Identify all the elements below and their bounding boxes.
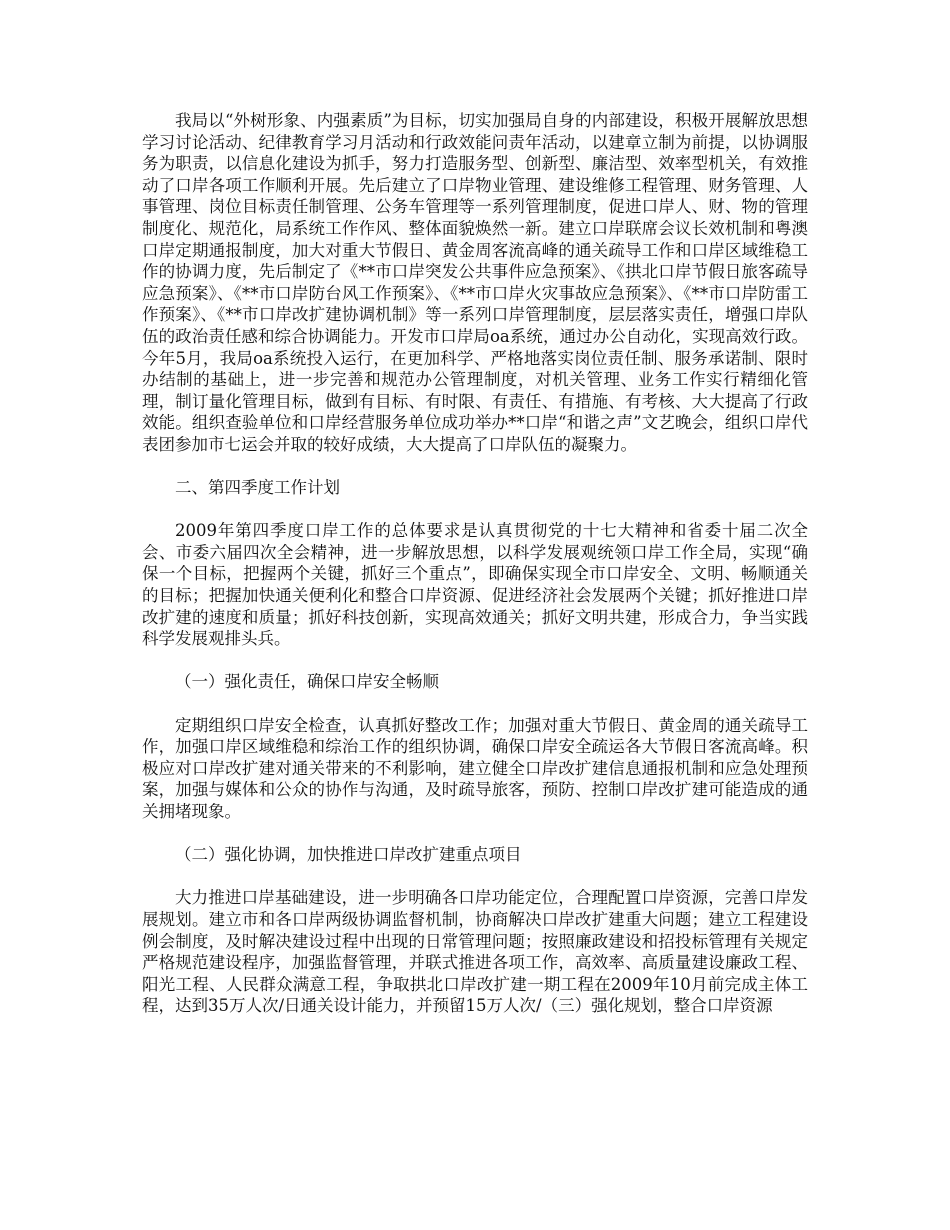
spacer xyxy=(142,866,808,888)
spacer xyxy=(142,456,808,478)
spacer xyxy=(142,499,808,521)
subheading-responsibility: （一）强化责任，确保口岸安全畅顺 xyxy=(175,672,439,692)
paragraph-safety-inspection: 定期组织口岸安全检查，认真抓好整改工作；加强对重大节假日、黄金周的通关疏导工作，加强口岸区域维稳和综治工作的组织协调，确保口岸安全疏运各大节假日客流高峰。积极应对口岸改扩建对通关带来的不利影响，建立健全口岸改扩建信息通报机制和应急处理预案，加强与媒体和公众的协作与沟通，及时疏导旅客，预防、控制口岸改扩建可能造成的通关拥堵现象。 xyxy=(142,715,808,821)
spacer xyxy=(142,650,808,672)
paragraph-infrastructure: 大力推进口岸基础建设，进一步明确各口岸功能定位，合理配置口岸资源，完善口岸发展规划。建立市和各口岸两级协调监督机制，协商解决口岸改扩建重大问题；建立工程建设例会制度，及时解决建设过程中出现的日常管理问题；按照廉政建设和招投标管理有关规定严格规范建设程序，加强监督管理，并联式推进各项工作，高效率、高质量建设廉政工程、阳光工程、人民群众满意工程，争取拱北口岸改扩建一期工程在2009年10月前完成主体工程，达到35万人次/日通关设计能力，并预留15万人次/（三）强化规划，整合口岸资源 xyxy=(142,888,808,1016)
document-body xyxy=(142,110,808,1017)
subheading-coordination: （二）强化协调，加快推进口岸改扩建重点项目 xyxy=(175,845,522,865)
spacer xyxy=(142,823,808,845)
paragraph-internal-construction: 我局以“外树形象、内强素质”为目标，切实加强局自身的内部建设，积极开展解放思想学习讨论活动、纪律教育学习月活动和行政效能问责年活动，以建章立制为前提，以协调服务为职责，以信息化建设为抓手，努力打造服务型、创新型、廉洁型、效率型机关，有效推动了口岸各项工作顺利开展。先后建立了口岸物业管理、建设维修工程管理、财务管理、人事管理、岗位目标责任制管理、公务车管理等一系列管理制度，促进口岸人、财、物的管理制度化、规范化，局系统工作作风、整体面貌焕然一新。建立口岸联席会议长效机制和粤澳口岸定期通报制度，加大对重大节假日、黄金周客流高峰的通关疏导工作和口岸区域维稳工作的协调力度，先后制定了《**市口岸突发公共事件应急预案》、《拱北口岸节假日旅客疏导应急预案》、《**市口岸防台风工作预案》、《**市口岸火灾事故应急预案》、《**市口岸防雷工作预案》、《**市口岸改扩建协调机制》等一系列口岸管理制度，层层落实责任，增强口岸队伍的政治责任感和综合协调能力。开发市口岸局oa系统，通过办公自动化，实现高效行政。今年5月，我局oa系统投入运行，在更加科学、严格地落实岗位责任制、服务承诺制、限时办结制的基础上，进一步完善和规范办公管理制度，对机关管理、业务工作实行精细化管理，制订量化管理目标，做到有目标、有时限、有责任、有措施、有考核、大大提高了行政效能。组织查验单位和口岸经营服务单位成功举办**口岸“和谐之声”文艺晚会，组织口岸代表团参加市七运会并取的较好成绩，大大提高了口岸队伍的凝聚力。 xyxy=(142,111,808,454)
spacer xyxy=(142,693,808,715)
paragraph-q4-overall-requirements: 2009年第四季度口岸工作的总体要求是认真贯彻党的十七大精神和省委十届二次全会、市委六届四次全会精神，进一步解放思想，以科学发展观统领口岸工作全局，实现“确保一个目标，把握两个关键，抓好三个重点”，即确保实现全市口岸安全、文明、畅顺通关的目标；把握加快通关便利化和整合口岸资源、促进经济社会发展两个关键；抓好推进口岸改扩建的速度和质量；抓好科技创新，实现高效通关；抓好文明共建，形成合力，争当实践科学发展观排头兵。 xyxy=(142,521,808,649)
section-heading-q4-plan: 二、第四季度工作计划 xyxy=(175,478,340,498)
